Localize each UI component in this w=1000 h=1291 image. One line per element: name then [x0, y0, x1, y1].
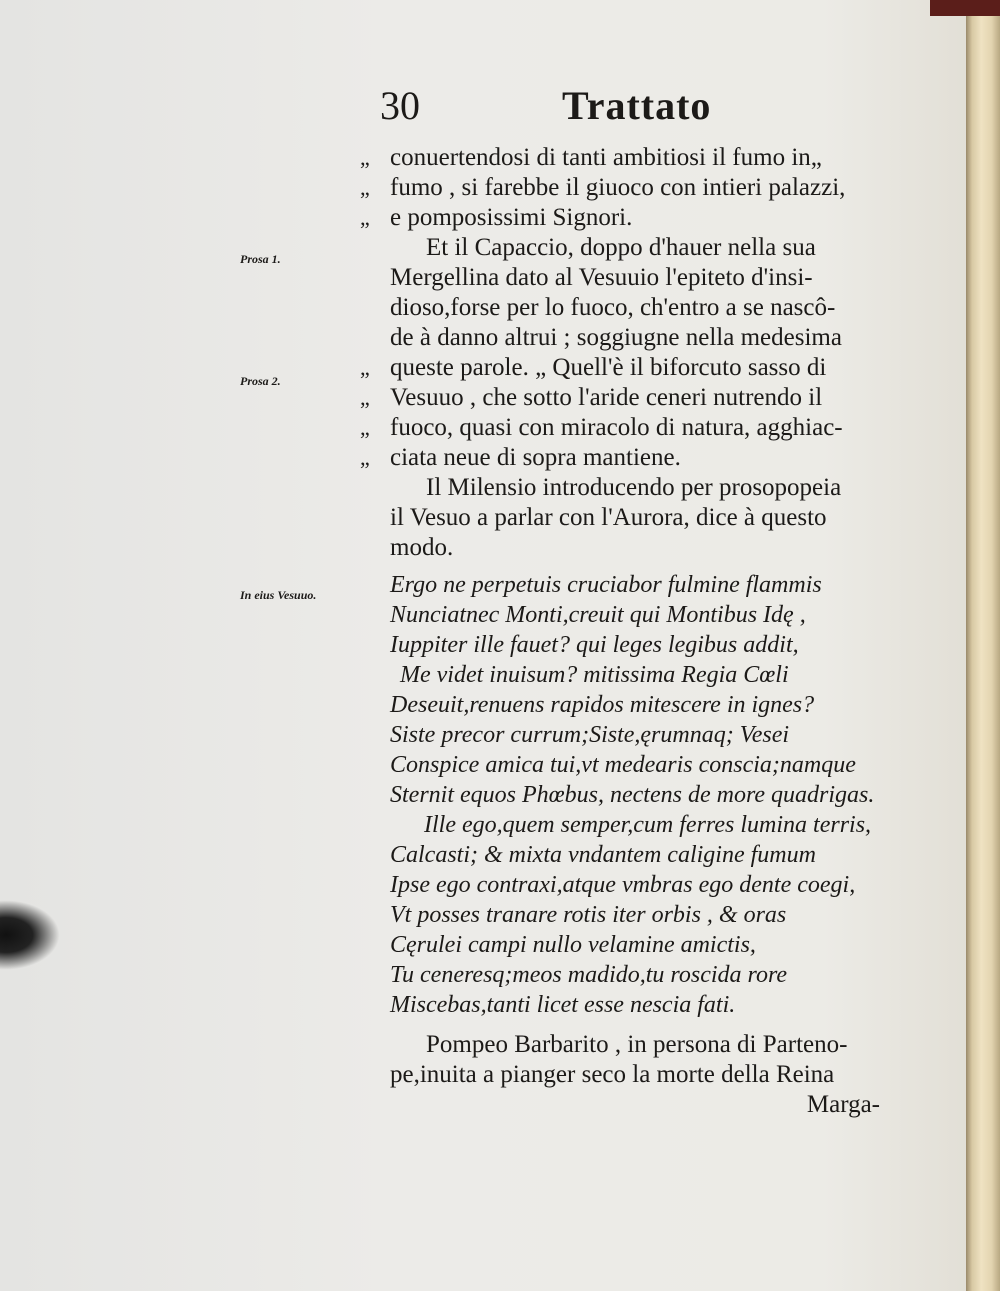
text-line: „ Vesuuo , che sotto l'aride ceneri nutrendo il [360, 384, 823, 411]
catchword: Marga- [806, 1091, 880, 1118]
verse-line: Cęrulei campi nullo velamine amictis, [390, 932, 756, 958]
verse-line: Sternit equos Phœbus, nectens de more quadrigas. [390, 782, 875, 808]
verse-line: Vt posses tranare rotis iter orbis , & oras [390, 902, 787, 928]
verse-line: Ille ego,quem semper,cum ferres lumina terris, [424, 812, 872, 838]
closing-block [360, 1030, 920, 1120]
text-line: Pompeo Barbarito , in persona di Parteno- [426, 1031, 848, 1058]
page-number: 30 [380, 83, 420, 128]
text-line: „ queste parole. „ Quell'è il biforcuto sasso di [360, 354, 827, 381]
book-gutter [966, 0, 1000, 1291]
verse-line: Miscebas,tanti licet esse nescia fati. [390, 992, 736, 1018]
prose-block [360, 143, 920, 563]
text-line: pe,inuita a pianger seco la morte della Reina [390, 1061, 835, 1088]
catchword-line [360, 1090, 920, 1120]
margin-note-prosa-2: Prosa 2. [240, 374, 281, 388]
text-line: Et il Capaccio, doppo d'hauer nella sua [426, 234, 816, 261]
text-line: modo. [390, 534, 454, 561]
text-line: „ ciata neue di sopra mantiene. [360, 444, 681, 471]
verse-line: Nunciatnec Monti,creuit qui Montibus Idę , [390, 602, 806, 628]
binding-edge [930, 0, 1000, 16]
verse-line: Siste precor currum;Siste,ęrumnaq; Vesei [390, 722, 790, 748]
page-header [380, 82, 900, 132]
verse-line: Conspice amica tui,vt medearis conscia;namque [390, 752, 856, 778]
verse-line: Iuppiter ille fauet? qui leges legibus addit, [390, 632, 799, 658]
verse-line: Calcasti; & mixta vndantem caligine fumum [390, 842, 816, 868]
ink-stain [0, 900, 60, 970]
margin-note-prosa-1: Prosa 1. [240, 252, 281, 266]
text-line: „ fumo , si farebbe il giuoco con intieri palazzi, [360, 174, 846, 201]
text-line: de à danno altrui ; soggiugne nella medesima [390, 324, 842, 351]
verse-line: Me videt inuisum? mitissima Regia Cœli [400, 662, 789, 688]
verse-line: Deseuit,renuens rapidos mitescere in ignes? [390, 692, 815, 718]
text-line: „ e pomposissimi Signori. [360, 204, 633, 231]
text-line: Mergellina dato al Vesuuio l'epiteto d'insi- [390, 264, 813, 291]
text-line: Il Milensio introducendo per prosopopeia [426, 474, 842, 501]
verse-line: Tu ceneresq;meos madido,tu roscida rore [390, 962, 788, 988]
verse-line: Ipse ego contraxi,atque vmbras ego dente coegi, [390, 872, 856, 898]
verse-line: Ergo ne perpetuis cruciabor fulmine flammis [390, 572, 822, 598]
text-line: „ conuertendosi di tanti ambitiosi il fumo in„ [360, 144, 822, 171]
verse-block [360, 570, 920, 1020]
text-line: dioso,forse per lo fuoco, ch'entro a se nascô- [390, 294, 836, 321]
margin-note-vesuuo: In eius Vesuuo. [240, 588, 317, 602]
running-title: Trattato [562, 83, 712, 128]
text-line: il Vesuo a parlar con l'Aurora, dice à questo [390, 504, 827, 531]
text-line: „ fuoco, quasi con miracolo di natura, agghiac- [360, 414, 843, 441]
